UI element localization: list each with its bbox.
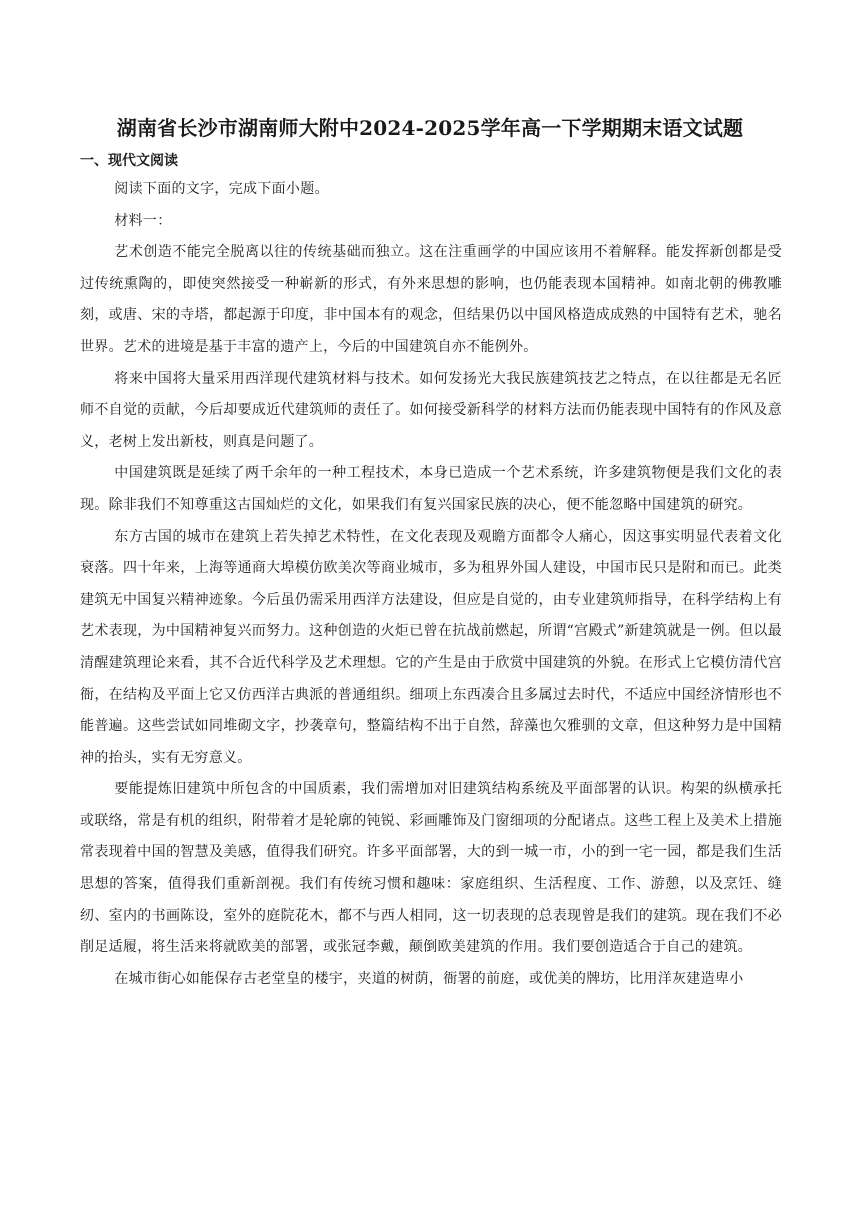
paragraph: 艺术创造不能完全脱离以往的传统基础而独立。这在注重画学的中国应该用不着解释。能发挥新创都是受过传统熏陶的，即使突然接受一种嶄新的形式，有外来思想的影响，也仍能表现本国精神。如南北朝的佛教雕刻，或唐、宋的寺塔，都起源于印度，非中国本有的观念，但结果仍以中国风格造成成熟的中国特有艺术，驰名世界。艺术的进境是基于丰富的遗产上，今后的中国建筑自亦不能例外。	[80, 244, 782, 355]
section-heading: 一、现代文阅读	[80, 153, 178, 169]
paragraph: 中国建筑既是延续了两千余年的一种工程技术，本身已造成一个艺术系统，许多建筑物便是我们文化的表现。除非我们不知尊重这古国灿烂的文化，如果我们有复兴国家民族的决心，便不能忽略中国建筑的研究。	[80, 465, 782, 513]
paragraph: 将来中国将大量采用西洋现代建筑材料与技术。如何发扬光大我民族建筑技艺之特点，在以往都是无名匠师不自觉的贡献，今后却要成近代建筑师的责任了。如何接受新科学的材料方法而仍能表现中国特有的作风及意义，老树上发出新枝，则真是问题了。	[80, 370, 782, 450]
document-title: 湖南省长沙市湖南师大附中2024-2025学年高一下学期期末语文试题	[116, 116, 744, 140]
reading-passage	[80, 174, 782, 995]
paragraph: 东方古国的城市在建筑上若失掉艺术特性，在文化表现及观瞻方面都令人痛心，因这事实明显代表着文化衰落。四十年来，上海等通商大埠模仿欧美次等商业城市，多为租界外国人建设，中国市民只是附和而已。此类建筑无中国复兴精神迹象。今后虽仍需采用西洋方法建设，但应是自觉的，由专业建筑师指导，在科学结构上有艺术表现，为中国精神复兴而努力。这种创造的火炬已曾在抗战前燃起，所谓“宫殿式”新建筑就是一例。但以最清醒建筑理论来看，其不合近代科学及艺术理想。它的产生是由于欣赏中国建筑的外貌。在形式上它模仿清代宫衙，在结构及平面上它又仿西洋古典派的普通组织。细项上东西凑合且多属过去时代，不适应中国经济情形也不能普遍。这些尝试如同堆砌文字，抄袭章句，整篇结构不出于自然，辞藻也欠雅驯的文章，但这种努力是中国精神的抬头，实有无穷意义。	[80, 528, 782, 766]
material-label: 材料一：	[114, 212, 172, 229]
paragraph: 在城市街心如能保存古老堂皇的楼宇，夹道的树荫，衙署的前庭，或优美的牌坊，比用洋灰建造卑小	[114, 970, 744, 987]
paragraph: 要能提炼旧建筑中所包含的中国质素，我们需增加对旧建筑结构系统及平面部署的认识。构架的纵横承托或联络，常是有机的组织，附带着才是轮廓的钝锐、彩画雕饰及门窗细项的分配诸点。这些工程上及美术上措施常表现着中国的智慧及美感，值得我们研究。许多平面部署，大的到一城一市，小的到一宅一园，都是我们生活思想的答案，值得我们重新剖视。我们有传统习惯和趣味：家庭组织、生活程度、工作、游憩，以及烹饪、缝纫、室内的书画陈设，室外的庭院花木，都不与西人相同，这一切表现的总表现曾是我们的建筑。现在我们不必削足适履，将生活来将就欧美的部署，或张冠李戴，颠倒欧美建筑的作用。我们要创造适合于自己的建筑。	[80, 781, 782, 956]
instruction-text: 阅读下面的文字，完成下面小题。	[114, 181, 329, 197]
